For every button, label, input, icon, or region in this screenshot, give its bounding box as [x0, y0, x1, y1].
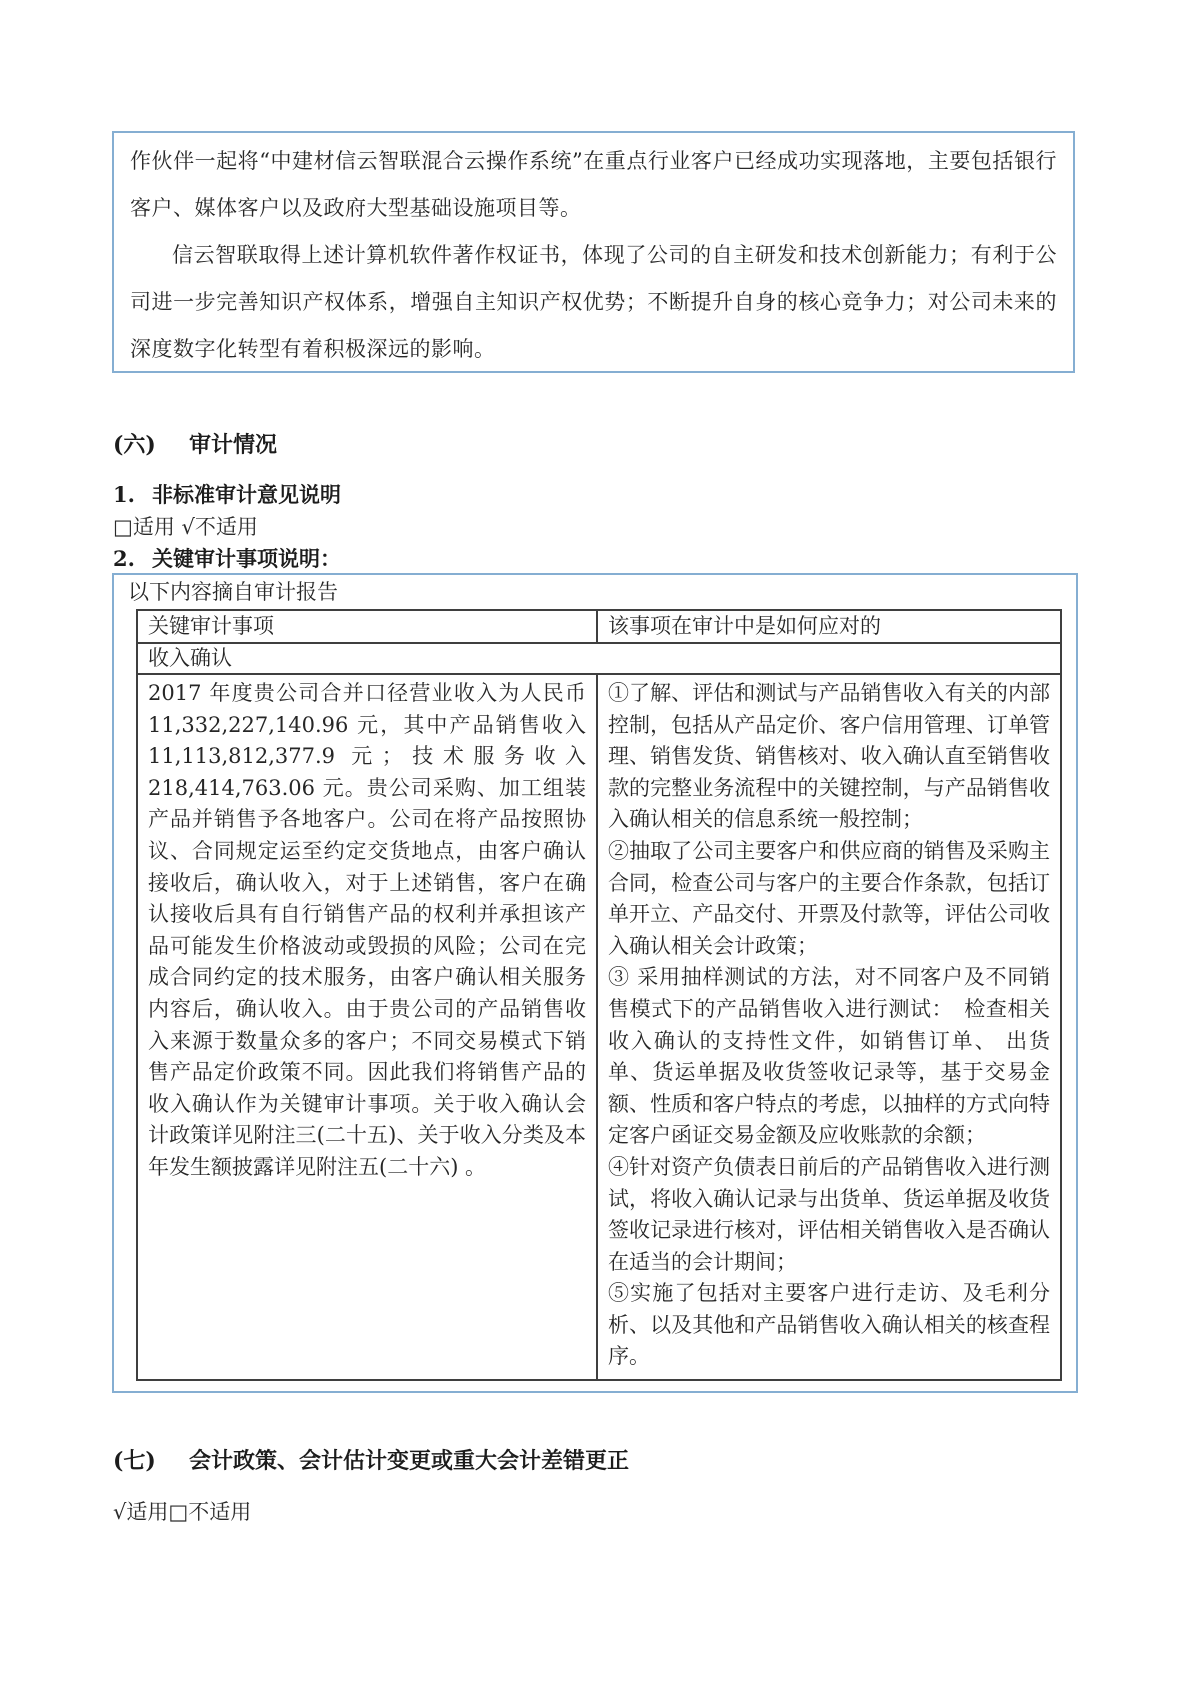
item-1-heading [113, 479, 341, 509]
header-audit-response: 该事项在审计中是如何应对的 [597, 610, 1061, 643]
intro-text-box [112, 131, 1075, 373]
audit-response-item-2: ②抽取了公司主要客户和供应商的销售及采购主合同，检查公司与客户的主要合作条款，包括订单开立、产品交付、开票及付款等，评估公司收入确认相关会计政策； [608, 838, 1050, 958]
audit-response-item-4: ④针对资产负债表日前后的产品销售收入进行测试，将收入确认记录与出货单、货运单据及收货签收记录进行核对，评估相关销售收入是否确认在适当的会计期间； [608, 1154, 1050, 1274]
audit-response-item-1: ①了解、评估和测试与产品销售收入有关的内部控制，包括从产品定价、客户信用管理、订单管理、销售发货、销售核对、收入确认直至销售收款的完整业务流程中的关键控制，与产品销售收入确认相关的信息系统一般控制； [608, 681, 1050, 832]
audit-response-item-3: ③ 采用抽样测试的方法，对不同客户及不同销售模式下的产品销售收入进行测试： 检查相关收入确认的支持性文件，如销售订单、 出货单、货运单据及收货签收记录等，基于交易金额、性质和客户特点的考虑，以抽样的方式向特定客户函证交易金额及应收账款的余额； [608, 965, 1050, 1148]
intro-paragraph-1: 作伙伴一起将“中建材信云智联混合云操作系统”在重点行业客户已经成功实现落地，主要包括银行客户、媒体客户以及政府大型基础设施项目等。 [130, 149, 1057, 220]
section-6-title: 审计情况 [189, 432, 278, 458]
item-2-title: 关键审计事项说明： [152, 546, 341, 571]
cell-audit-response [597, 674, 1061, 1380]
intro-paragraph-2: 信云智联取得上述计算机软件著作权证书，体现了公司的自主研发和技术创新能力；有利于公司进一步完善知识产权体系，增强自主知识产权优势；不断提升自身的核心竞争力；对公司未来的深度数字化转型有着积极深远的影响。 [130, 243, 1057, 361]
item-2-number: 2. [113, 546, 135, 571]
audit-source-note: 以下内容摘自审计报告 [128, 580, 338, 604]
section-6-number: (六) [113, 432, 156, 458]
table-header-row [137, 610, 1061, 643]
section-7-number: (七) [113, 1448, 156, 1474]
item-1-title: 非标准审计意见说明 [152, 482, 341, 507]
section-7-applicability: √适用□不适用 [113, 1500, 252, 1524]
key-audit-matters-table [136, 609, 1062, 1381]
table-body-row [137, 674, 1061, 1380]
audit-response-item-5: ⑤实施了包括对主要客户进行走访、及毛利分析、以及其他和产品销售收入确认相关的核查程序。 [608, 1281, 1050, 1369]
key-audit-matter-text: 2017 年度贵公司合并口径营业收入为人民币 11,332,227,140.96 元，其中产品销售收入 11,113,812,377.9 元；技术服务收入 218,414,763.06 元。贵公司采购、加工组装产品并销售予各地客户。公司在将产品按照协议、合同规定运至约定交货地点，由客户确认接收后，确认收入，对于上述销售，客户在确认接收后具有自行销售产品的权利并承担该产品可能发生价格波动或毁损的风险；公司在完成合同约定的技术服务，由客户确认相关服务内容后，确认收入。由于贵公司的产品销售收入来源于数量众多的客户；不同交易模式下销售产品定价政策不同。因此我们将销售产品的收入确认作为关键审计事项。关于收入确认会计政策详见附注三(二十五)、关于收入分类及本年发生额披露详见附注五(二十六) 。 [148, 681, 586, 1179]
section-7-title: 会计政策、会计估计变更或重大会计差错更正 [189, 1448, 630, 1474]
header-key-audit-matter: 关键审计事项 [137, 610, 597, 643]
subheader-revenue-recognition: 收入确认 [137, 643, 1061, 674]
audit-table-box [112, 573, 1078, 1393]
table-subheader-row [137, 643, 1061, 674]
item-2-heading [113, 543, 341, 573]
item-1-applicability: □适用 √不适用 [113, 515, 258, 539]
section-7-heading [113, 1444, 629, 1475]
cell-key-audit-matter [137, 674, 597, 1380]
section-6-heading [113, 428, 277, 459]
item-1-number: 1. [113, 482, 135, 507]
